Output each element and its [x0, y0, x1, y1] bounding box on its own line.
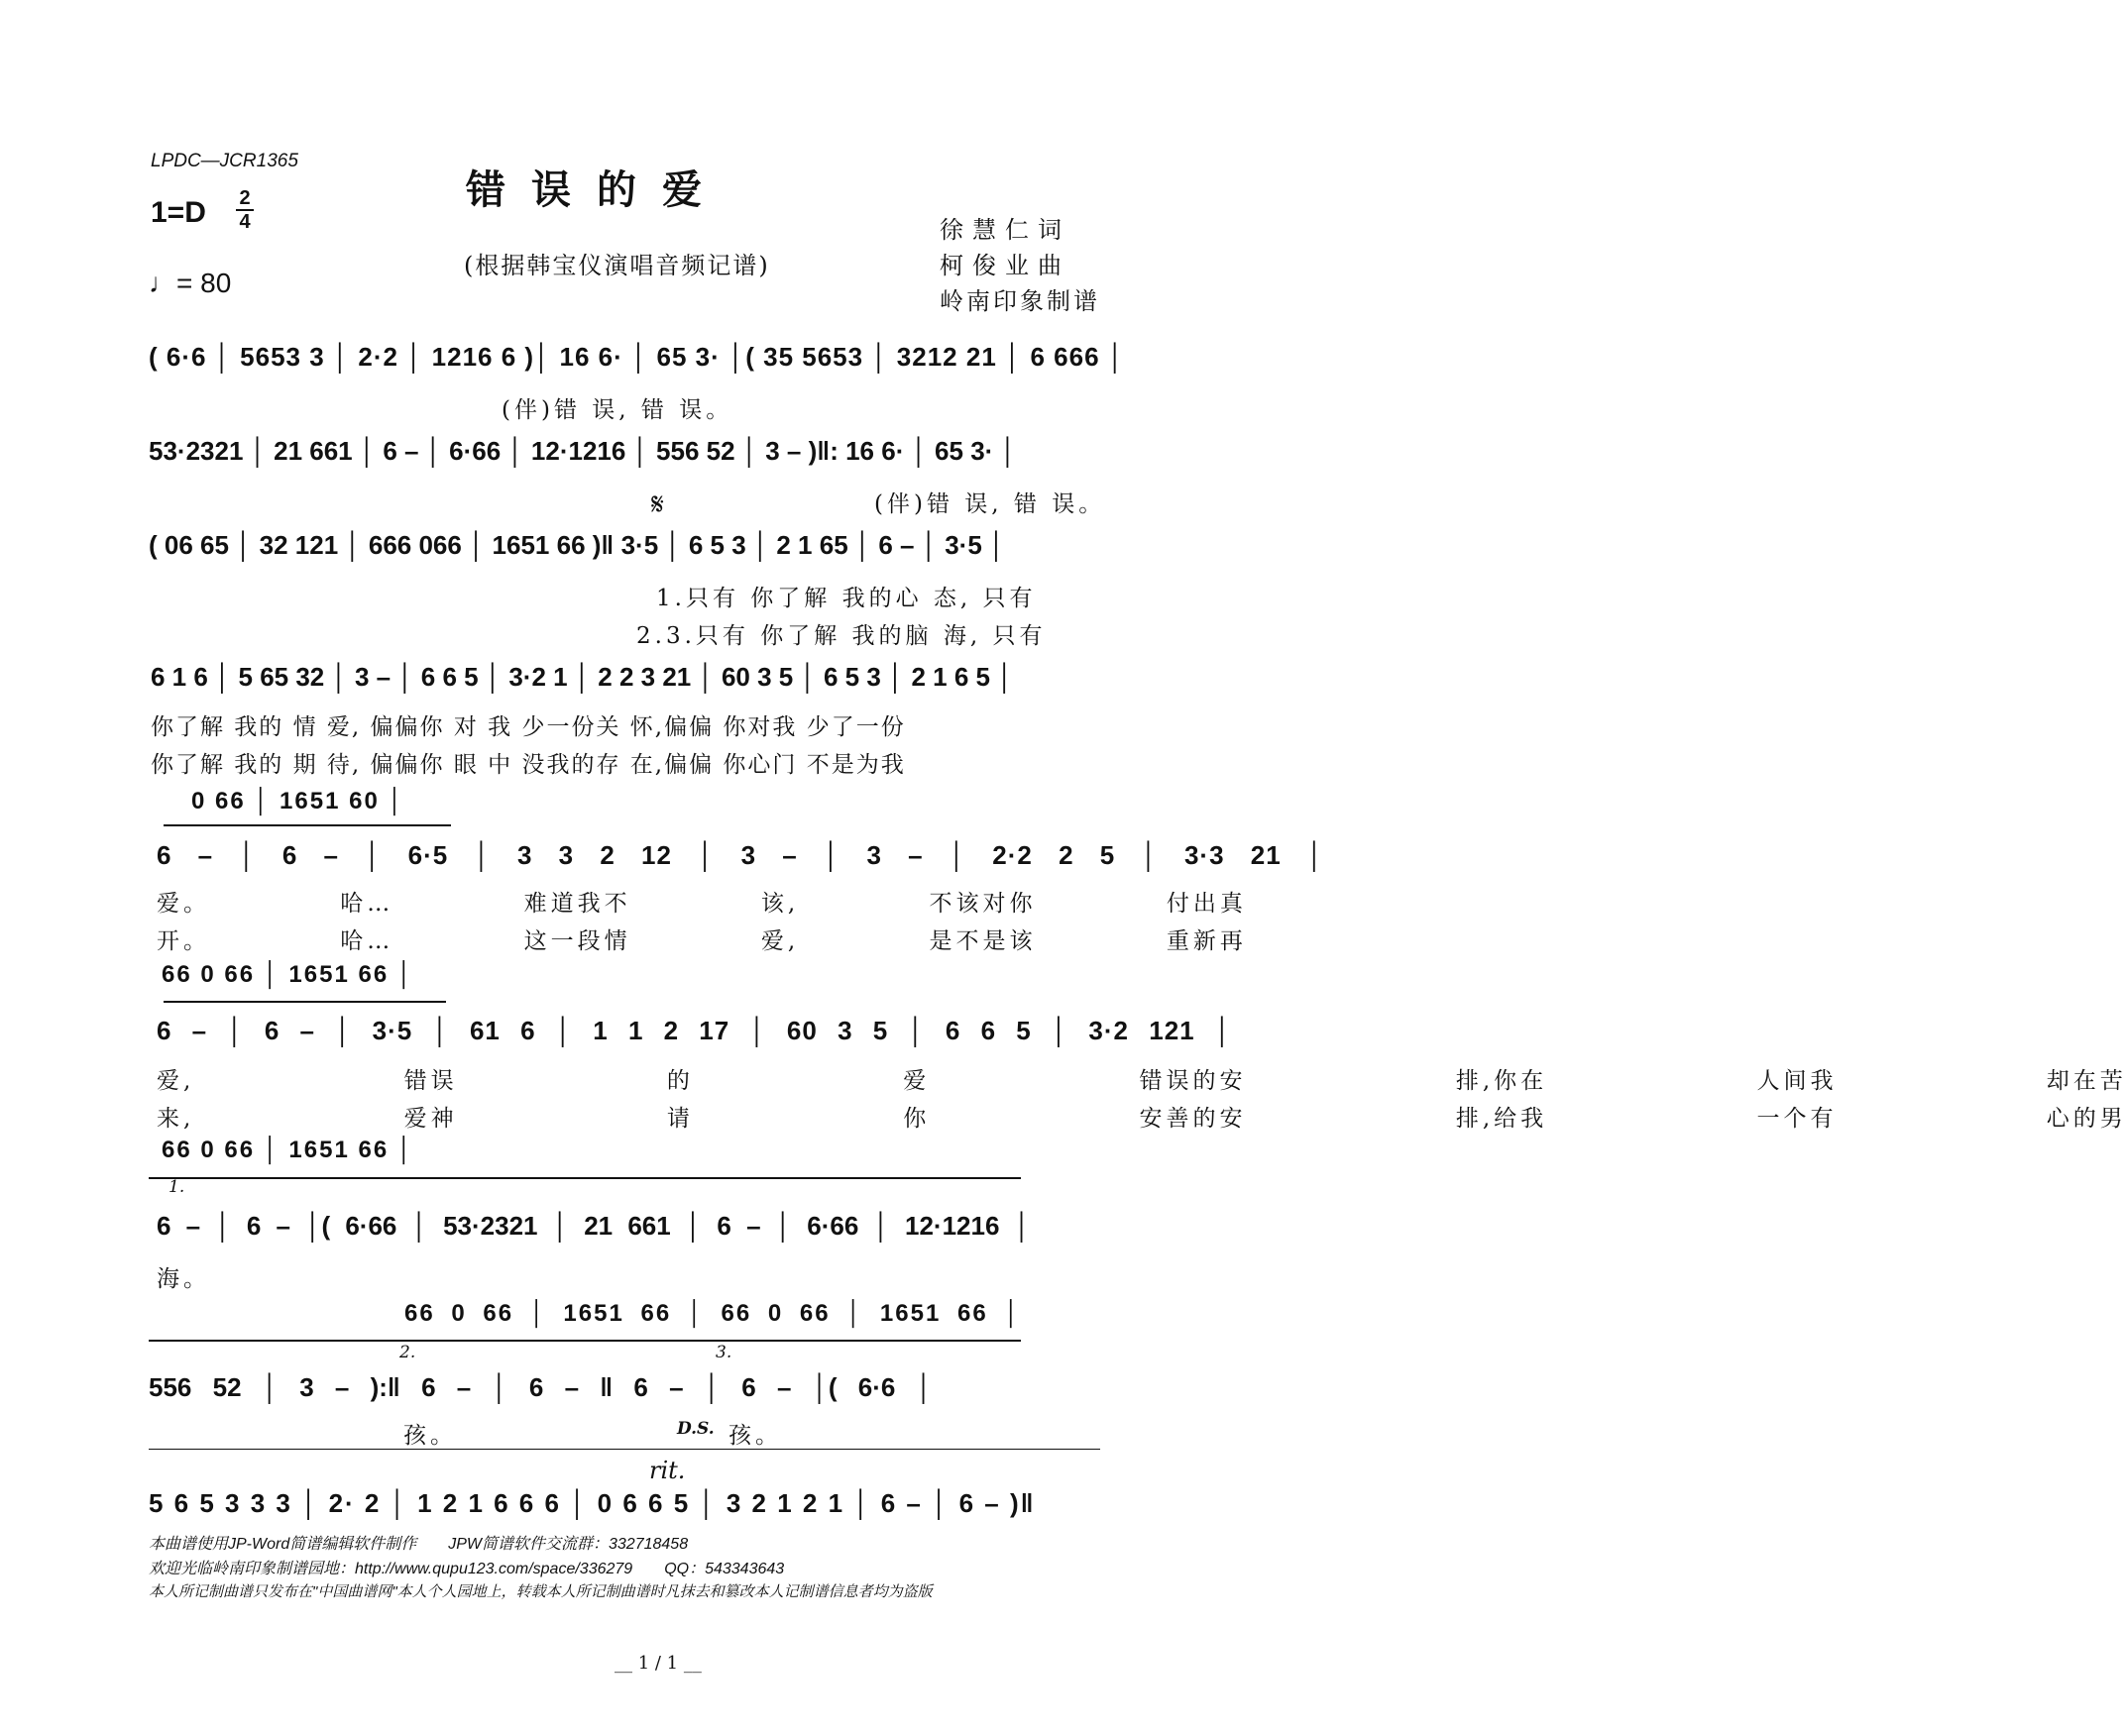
system-8-notes: 556 52 │ 3 – ):‖ 6 – │ 6 – ‖ 6 – │ 6 – │( 6·6 │ — [149, 1372, 933, 1402]
system-5-lyric-1: 爱。 哈… 难道我不 该, 不该对你 付出真 — [157, 891, 1247, 917]
footer-copyright: 本人所记制曲谱只发布在"中国曲谱网"本人个人园地上，转载本人所记制曲谱时凡抹去和篡改本人记制谱信息者均为盗版 — [149, 1583, 933, 1600]
system-4-lyric-2: 你了解 我的 期 待, 偏偏你 眼 中 没我的存 在,偏偏 你心门 不是为我 — [151, 752, 906, 778]
system-2-notes: 53·2321 │ 21 661 │ 6 – │ 6·66 │ 12·1216 │ 556 52 │ 3 – )‖: 16 6· │ 65 3· │ — [149, 436, 1017, 466]
time-signature-bottom: 4 — [239, 211, 251, 233]
tie-line — [164, 824, 451, 826]
system-9-notes: 5 6 5 3 3 3 │ 2· 2 │ 1 2 1 6 6 6 │ 0 6 6 5 │ 3 2 1 2 1 │ 6 – │ 6 – )‖ — [149, 1488, 1036, 1518]
tempo-mark: ♩= 80 — [149, 268, 232, 298]
system-1-notes: ( 6·6 │ 5653 3 │ 2·2 │ 1216 6 )│ 16 6· │ 65 3· │( 35 5653 │ 3212 21 │ 6 666 │ — [149, 342, 1126, 372]
footer-software: 本曲谱使用JP-Word简谱编辑软件制作 JPW简谱软件交流群：332718458 — [149, 1536, 689, 1553]
system-5-accompaniment: 0 66 │ 1651 60 │ — [191, 788, 405, 814]
system-4-notes: 6 1 6 │ 5 65 32 │ 3 – │ 6 6 5 │ 3·2 1 │ 2 2 3 21 │ 60 3 5 │ 6 5 3 │ 2 1 6 5 │ — [151, 662, 1014, 692]
system-5-notes: 6 – │ 6 – │ 6·5 │ 3 3 2 12 │ 3 – │ 3 – │ 2·2 2 5 │ 3·3 21 │ — [157, 840, 1325, 870]
system-3-lyric-2: 2.3.只有 你了解 我的脑 海, 只有 — [636, 623, 1047, 649]
staff-line — [149, 1449, 1100, 1450]
system-1-lyric: (伴)错 误, 错 误。 — [502, 397, 733, 423]
system-6-lyric-2: 来, 爱神 请 你 安善的安 排,给我 一个有 心的男 — [157, 1106, 2127, 1132]
system-7-lyric: 海。 — [157, 1266, 210, 1292]
system-6-notes: 6 – │ 6 – │ 3·5 │ 61 6 │ 1 1 2 17 │ 60 3 5 │ 6 6 5 │ 3·2 121 │ — [157, 1016, 1233, 1045]
tie-line — [164, 1001, 446, 1003]
system-3-lyric-1: 1.只有 你了解 我的心 态, 只有 — [656, 586, 1037, 611]
arranger-credit: 岭南印象制谱 — [940, 287, 1100, 315]
staff-line — [149, 1177, 1021, 1179]
system-6-lyric-1: 爱, 错误 的 爱 错误的安 排,你在 人间我 却在苦 — [157, 1068, 2127, 1094]
page-number: __ 1 / 1 __ — [615, 1653, 702, 1674]
ritardando-mark: rit. — [649, 1457, 686, 1484]
system-8-lyric-a: 孩。 — [403, 1423, 457, 1449]
time-signature — [236, 188, 254, 232]
dal-segno-mark: D.S. — [677, 1419, 715, 1439]
system-7-accompaniment: 66 0 66 │ 1651 66 │ — [162, 1137, 414, 1163]
system-5-lyric-2: 开。 哈… 这一段情 爱, 是不是该 重新再 — [157, 928, 1247, 954]
score-code: LPDC—JCR1365 — [151, 151, 298, 171]
system-7-notes: 6 – │ 6 – │( 6·66 │ 53·2321 │ 21 661 │ 6 – │ 6·66 │ 12·1216 │ — [157, 1211, 1031, 1241]
system-8-accompaniment: 66 0 66 │ 1651 66 │ 66 0 66 │ 1651 66 │ — [404, 1300, 1022, 1327]
lyricist-credit: 徐慧仁词 — [940, 216, 1070, 244]
system-6-accompaniment: 66 0 66 │ 1651 66 │ — [162, 961, 414, 988]
volta-3: 3. — [716, 1343, 732, 1362]
song-title: 错误的爱 — [466, 166, 728, 213]
time-signature-top: 2 — [239, 187, 251, 209]
subtitle: (根据韩宝仪演唱音频记谱) — [464, 252, 770, 279]
composer-credit: 柯俊业曲 — [940, 252, 1070, 279]
staff-line — [149, 1340, 1021, 1342]
system-2-lyric: (伴)错 误, 错 误。 — [874, 491, 1106, 517]
system-4-lyric-1: 你了解 我的 情 爱, 偏偏你 对 我 少一份关 怀,偏偏 你对我 少了一份 — [151, 714, 906, 740]
system-8-lyric-b: 孩。 — [728, 1423, 782, 1449]
key-signature: 1=D — [151, 196, 206, 229]
volta-2: 2. — [399, 1343, 416, 1362]
footer-website: 欢迎光临岭南印象制谱园地：http://www.qupu123.com/space/336279 QQ：543343643 — [149, 1561, 785, 1577]
segno-icon: 𝄋 — [651, 488, 664, 522]
system-3-notes: ( 06 65 │ 32 121 │ 666 066 │ 1651 66 )‖ 3·5 │ 6 5 3 │ 2 1 65 │ 6 – │ 3·5 │ — [149, 530, 1006, 560]
volta-1: 1. — [168, 1177, 185, 1197]
